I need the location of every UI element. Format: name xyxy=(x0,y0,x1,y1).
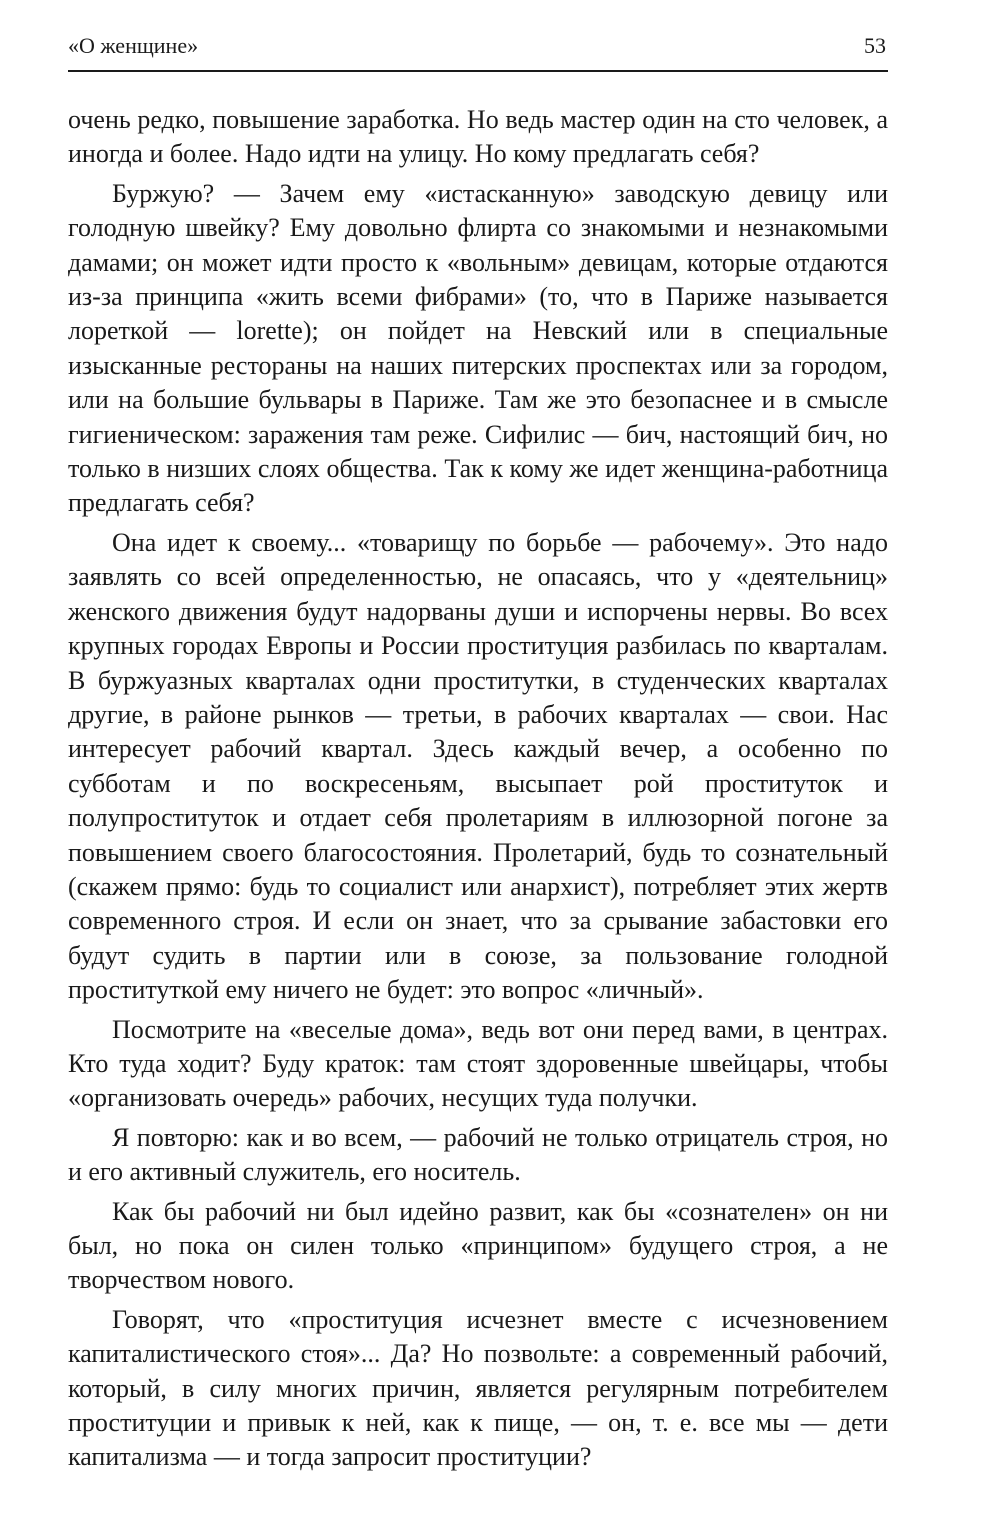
paragraph: Как бы рабочий ни был идейно развит, как бы «сознателен» он ни был, но пока он силен только «принципом» будущего строя, а не творчеством нового. xyxy=(68,1196,888,1295)
running-title: «О женщине» xyxy=(68,33,199,58)
paragraph-continued: очень редко, повышение заработка. Но ведь мастер один на сто человек, а иногда и более. Надо идти на улицу. Но кому предлагать себя? xyxy=(68,105,888,169)
paragraph: Посмотрите на «веселые дома», ведь вот они перед вами, в центрах. Кто туда ходит? Буду краток: там стоят здоровенные швейцары, чтобы «организовать очередь» рабочих, несущих туда получки. xyxy=(68,1014,888,1113)
paragraph: Буржую? — Зачем ему «истасканную» заводскую девицу или голодную швейку? Ему довольно флирта со знакомыми и незнакомыми дамами; он может идти просто к «вольным» девицам, которые отдаются из-за принципа «жить всеми фибрами» (то, что в Париже называется лореткой — lorette); он пойдет на Невский или в специальные изысканные рестораны на наших питерских проспектах или за городом, или на большие бульвары в Париже. Там же это безопаснее и в смысле гигиеническом: заражения там реже. Сифилис — бич, настоящий бич, но только в низших слоях общества. Так к кому же идет женщина-работница предлагать себя? xyxy=(68,178,888,518)
paragraph: Я повторю: как и во всем, — рабочий не только отрицатель строя, но и его активный служитель, его носитель. xyxy=(68,1122,888,1187)
body-text xyxy=(68,103,888,1480)
paragraph: Говорят, что «проституция исчезнет вместе с исчезновением капиталистического стоя»... Да? Но позвольте: а современный рабочий, который, в силу многих причин, является регулярным потребителем проституции и привык к ней, как к пище, — он, т. е. все мы — дети капитализма — и тогда запросит проституции? xyxy=(68,1304,888,1472)
paragraph: Она идет к своему... «товарищу по борьбе — рабочему». Это надо заявлять со всей определенностью, не опасаясь, что у «деятельниц» женского движения будут надорваны души и испорчены нервы. Во всех крупных городах Европы и России проституция разбилась по кварталам. В буржуазных кварталах одни проститутки, в студенческих кварталах другие, в районе рынков — третьи, в рабочих кварталах — свои. Нас интересует рабочий квартал. Здесь каждый вечер, а особенно по субботам и по воскресеньям, высыпает рой проституток и полупроституток и отдает себя пролетариям в иллюзорной погоне за повышением своего благосостояния. Пролетарий, будь то сознательный (скажем прямо: будь то социалист или анархист), потребляет этих жертв современного строя. И если он знает, что за срывание забастовки его будут судить в партии или в союзе, за пользование голодной проституткой ему ничего не будет: это вопрос «личный». xyxy=(68,527,888,1005)
running-header xyxy=(68,30,888,72)
page-number: 53 xyxy=(864,33,886,58)
